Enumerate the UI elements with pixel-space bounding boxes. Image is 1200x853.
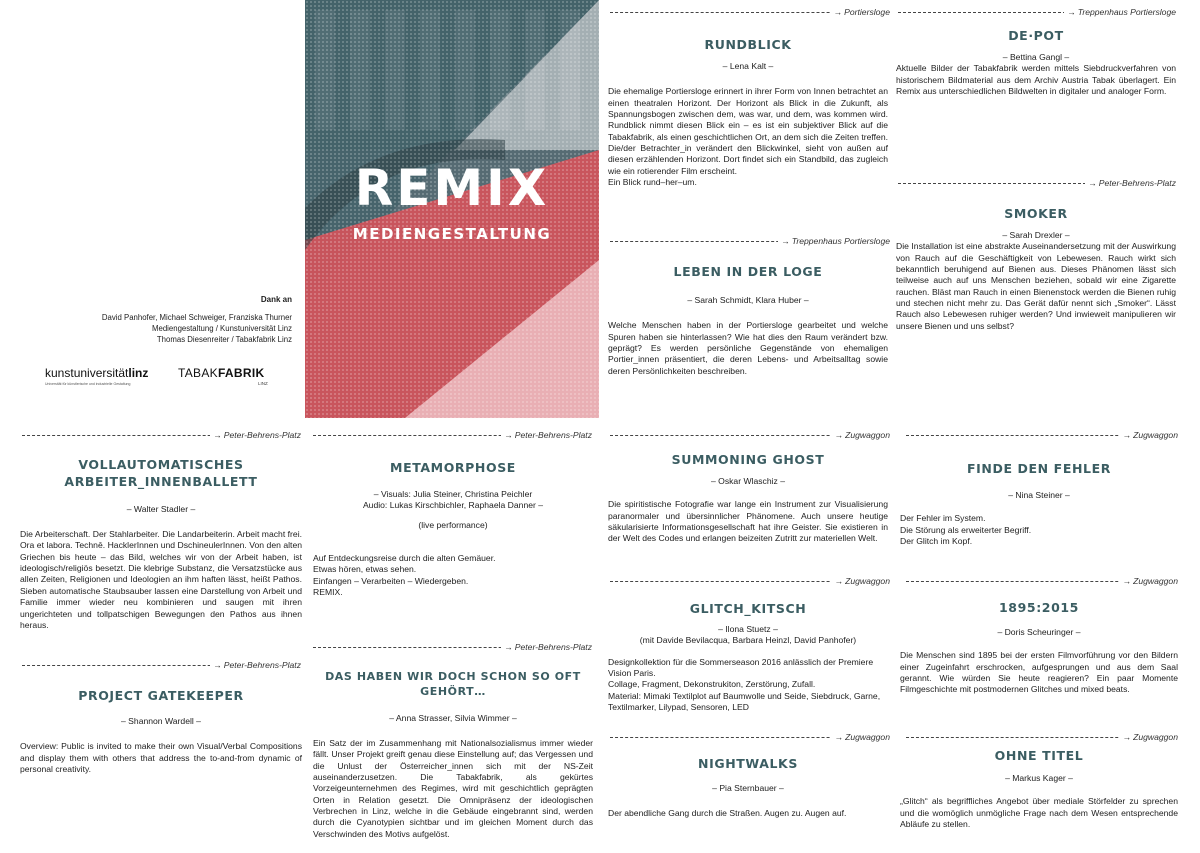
project-line: Collage, Fragment, Dekonstrukiton, Zerstörung, Zufall.	[608, 679, 816, 690]
logo-text: kunst	[45, 366, 74, 380]
project-title: OHNE TITEL	[994, 748, 1084, 763]
project-title: METAMORPHOSE	[390, 460, 516, 475]
project-title: DE·POT	[1008, 28, 1064, 43]
project-line: REMIX.	[313, 586, 343, 597]
tabakfabrik-logo	[178, 366, 264, 380]
project-glitch-kitsch	[608, 601, 888, 713]
location-label: → Zugwaggon	[1119, 430, 1178, 440]
location-divider	[898, 179, 1176, 189]
project-title: 1895:2015	[999, 600, 1079, 615]
project-gatekeeper	[20, 688, 302, 775]
project-author: – Markus Kager –	[1005, 772, 1073, 783]
project-depot	[896, 28, 1176, 97]
logo-text: TABAK	[178, 366, 218, 380]
logo-text: linz	[128, 366, 149, 380]
location-divider	[906, 733, 1178, 743]
project-das-haben-wir-doch	[313, 670, 593, 840]
thanks-line: Mediengestaltung / Kunstuniversität Linz	[152, 324, 292, 334]
location-label: → Zugwaggon	[831, 732, 890, 742]
cover-title: REMIX	[354, 159, 550, 217]
project-text-block	[900, 513, 1178, 547]
kunstuniversitaet-logo	[45, 366, 148, 380]
location-divider	[313, 643, 592, 653]
project-title: DAS HABEN WIR DOCH SCHON SO OFT GEHÖRT…	[325, 670, 581, 698]
project-line: Einfangen – Verarbeiten – Wiedergeben.	[313, 575, 469, 586]
project-title: PROJECT GATEKEEPER	[78, 688, 244, 703]
project-text-block	[608, 657, 888, 714]
project-text: Die Installation ist eine abstrakte Auseinandersetzung mit der Auswirkung von Rauch auf die Geschäftigkeit von Lebewesen. Rauch wirkt sich bekanntlich beruhigend auf Bienen aus. Dieses Phänomen lässt sich teilweise auch auf uns Menschen beziehen, sobald wir eine Zigarette rauchen. Bläst man Rauch in einen Bienenstock werden die Bienen ruhig und stechen nicht mehr zu. Das Gerät dafür nennt sich „Smoker“. Lässt Rauch also Lebewesen ruhiger werden? Und inwieweit manipulieren wir unsere Bienen und uns selbst?	[896, 241, 1176, 331]
tabakfabrik-logo-sub: LINZ	[258, 381, 268, 386]
project-author: – Walter Stadler –	[126, 503, 196, 514]
location-divider	[906, 577, 1178, 587]
project-text: Overview: Public is invited to make their own Visual/Verbal Compositions and display them with others that address the to-and-from dynamic of personal creativity.	[20, 741, 302, 774]
project-text: Ein Blick rund–her–um.	[608, 176, 697, 187]
location-divider	[610, 237, 890, 247]
project-line: Auf Entdeckungsreise durch die alten Gemäuer.	[313, 552, 496, 563]
project-metamorphose	[313, 460, 593, 598]
project-title: VOLLAUTOMATISCHES ARBEITER_INNENBALLETT	[64, 457, 258, 489]
project-line: Material: Mimaki Textilplot auf Baumwolle und Seide, Siebdruck, Garne, Textilmarker, Lilypad, Sensoren, LED	[608, 690, 881, 712]
thanks-line: Thomas Diesenreiter / Tabakfabrik Linz	[156, 335, 292, 344]
project-title: SMOKER	[1004, 206, 1068, 221]
thanks-line: David Panhofer, Michael Schweiger, Franziska Thurner	[101, 313, 292, 323]
project-text-block	[313, 553, 593, 598]
project-rundblick	[608, 37, 888, 188]
project-smoker	[896, 206, 1176, 332]
project-author: – Doris Scheuringer –	[997, 626, 1081, 637]
project-author: – Pia Sternbauer –	[712, 782, 784, 793]
location-divider	[610, 8, 890, 18]
project-line: Der Glitch im Kopf.	[900, 535, 973, 546]
project-author: – Anna Strasser, Silvia Wimmer –	[389, 712, 517, 723]
cover-subtitle: MEDIENGESTALTUNG	[352, 225, 552, 243]
project-text: Aktuelle Bilder der Tabakfabrik werden mittels Siebdruckverfahren von historischem Bildmaterial aus dem Archiv Austria Tabak überlagert. Ein Remix aus unterschiedlichen Bildwelten in digitaler und analoger Form.	[896, 63, 1176, 96]
logo-text: FABRIK	[217, 366, 265, 380]
location-label: → Peter-Behrens-Platz	[210, 430, 301, 440]
location-divider	[610, 577, 890, 587]
project-text: „Glitch“ als begriffliches Angebot über mediale Störfelder zu sprechen und die womöglich unmögliche Frage nach dem Wesen entsprechende Abläufe zu stellen.	[900, 796, 1178, 829]
project-author: Audio: Lukas Kirschbichler, Raphaela Danner –	[362, 500, 544, 511]
project-author: – Sarah Drexler –	[1002, 229, 1070, 240]
project-title: GLITCH_KITSCH	[689, 601, 807, 616]
project-note: (live performance)	[418, 519, 488, 530]
location-label: → Peter-Behrens-Platz	[501, 430, 592, 440]
location-divider	[313, 431, 592, 441]
project-line: Etwas hören, etwas sehen.	[313, 564, 417, 575]
project-title: SUMMONING GHOST	[671, 452, 825, 467]
project-1895-2015	[900, 600, 1178, 696]
location-divider	[898, 8, 1176, 18]
project-author: – Bettina Gangl –	[1002, 51, 1070, 62]
project-leben-in-der-loge	[608, 264, 888, 377]
project-text: Welche Menschen haben in der Portiersloge gearbeitet und welche Spuren haben sie hinterlassen? Wie hat dies den Raum verändert bzw. geprägt? Es werden persönliche Gegenstände von ehemaligen Portier_innen präsentiert, die deren Lebens- und Arbeitsalltag sowie deren Persönlichkeiten beschreiben.	[608, 320, 888, 376]
location-label: → Peter-Behrens-Platz	[1085, 178, 1176, 188]
project-line: Die Störung als erweiterter Begriff.	[900, 524, 1032, 535]
thanks-title: Dank an	[260, 295, 292, 304]
project-nightwalks	[608, 756, 888, 820]
location-label: → Peter-Behrens-Platz	[210, 660, 301, 670]
location-divider	[22, 661, 301, 671]
project-author: – Visuals: Julia Steiner, Christina Peichler	[373, 488, 533, 499]
cover-image	[305, 0, 599, 418]
location-divider	[22, 431, 301, 441]
location-label: → Zugwaggon	[1119, 732, 1178, 742]
project-text: Der abendliche Gang durch die Straßen. Augen zu. Augen auf.	[608, 808, 847, 819]
location-label: → Peter-Behrens-Platz	[501, 642, 592, 652]
project-author: (mit Davide Bevilacqua, Barbara Heinzl, David Panhofer)	[639, 635, 857, 646]
project-ohne-titel	[900, 748, 1178, 830]
project-line: Designkollektion für die Sommerseason 2016 anlässlich der Premiere Vision Paris.	[608, 656, 874, 678]
project-author: – Sarah Schmidt, Klara Huber –	[687, 294, 809, 305]
location-divider	[610, 431, 890, 441]
project-text: Die Arbeiterschaft. Der Stahlarbeiter. Die Landarbeiterin. Arbeit macht frei. Ora et labora. Technē. HacklerInnen und DschineulerInnen. Von den alten Griechen bis heute – das Bild, welches wir von der Arbeit haben, ist ideologisch/religiös besetzt. Die klebrige Substanz, die Versatzstücke aus allen Zeiten, Religionen und Ideologien an ihm haften lässt, heißt Pathos. Sieben automatische Staubsauber lassen eine Darstellung von Arbeit und Familie immer wieder neu kombinieren und saugen mit ihren ungerichteten und tollpatschigen Bewegungen den Pathos aus ihnen heraus.	[20, 529, 302, 630]
thanks-section	[40, 294, 292, 346]
location-label: → Treppenhaus Portiersloge	[778, 236, 890, 246]
project-text: Die spiritistische Fotografie war lange ein Instrument zur Visualisierung paranormaler und übersinnlicher Phänomene. Auch unsere heutige säkularisierte Informationsgesellschaft hat ihre Geister. Sie existieren in der Welt des Codes und erlangen beizeiten Zutritt zur materiellen Welt.	[608, 499, 888, 544]
location-divider	[610, 733, 890, 743]
project-title: NIGHTWALKS	[698, 756, 798, 771]
project-text: Ein Satz der im Zusammenhang mit Nationalsozialismus immer wieder fällt. Unser Projekt greift genau diese Einstellung auf; das Vergessen und die Unlust der Österreicher_innen sich mit der NS-Zeit auseinanderzusetzen. Die Tabakfabrik, als gekürtes Vorzeigeunternehmen des Regimes, wird mit geschichtlich geprägten Orten in Relation gesetzt. Die Omnipräsenz der ideologischen Verbrechen in Linz, welche in die Gebäude eingebrannt sind, werden durch die Cyanotypien sichtbar und im gleichen Moment durch das Verschwinden des Motivs aufgelöst.	[313, 738, 593, 839]
location-label: → Portiersloge	[831, 7, 890, 17]
project-line: Der Fehler im System.	[900, 513, 986, 524]
location-label: → Zugwaggon	[831, 576, 890, 586]
kunstuniversitaet-logo-sub: Universität für künstlerische und industrielle Gestaltung	[45, 382, 131, 386]
project-author: – Lena Kalt –	[722, 60, 774, 71]
location-label: → Treppenhaus Portiersloge	[1064, 7, 1176, 17]
project-title: FINDE DEN FEHLER	[967, 461, 1111, 476]
location-label: → Zugwaggon	[831, 430, 890, 440]
project-summoning-ghost	[608, 452, 888, 545]
project-author: – Oskar Wlaschiz –	[710, 475, 786, 486]
project-author: – Shannon Wardell –	[121, 715, 201, 726]
project-text: Die ehemalige Portiersloge erinnert in ihrer Form von Innen betrachtet an einen theatralen Horizont. Der Horizont als Blick in die Zukunft, als Spannungsbogen zwischen dem, was war, und dem, was kommen wird. Rundblick nimmt diesen Blick ein – es ist ein subjektiver Blick auf die Tabakfabrik, als einen geschichtlichen Ort, an dem sich die Zeiten treffen. Die/der Betrachter_in verändert den Blickwinkel, sieht von außen auf diesen erzählenden Horizont. Dort findet sich ein Standbild, das zugleich wie ein rotierender Film erscheint.	[608, 86, 888, 176]
project-title: RUNDBLICK	[704, 37, 792, 52]
project-text: Die Menschen sind 1895 bei der ersten Filmvorführung vor den Bildern einer Zugeinfahrt erschrocken, aufgesprungen und aus dem Saal gerannt. Wie würden Sie heute reagieren? Ein paar Momente Filmgeschichte mit postmodernen Glitches und mixed beats.	[900, 650, 1178, 695]
location-divider	[906, 431, 1178, 441]
project-author: – Nina Steiner –	[1008, 489, 1070, 500]
project-title: LEBEN IN DER LOGE	[673, 264, 823, 279]
logo-text: universität	[73, 366, 129, 380]
location-label: → Zugwaggon	[1119, 576, 1178, 586]
project-arbeiter-innenballett	[20, 457, 302, 631]
project-author: – Ilona Stuetz –	[718, 623, 778, 634]
project-finde-den-fehler	[900, 461, 1178, 547]
